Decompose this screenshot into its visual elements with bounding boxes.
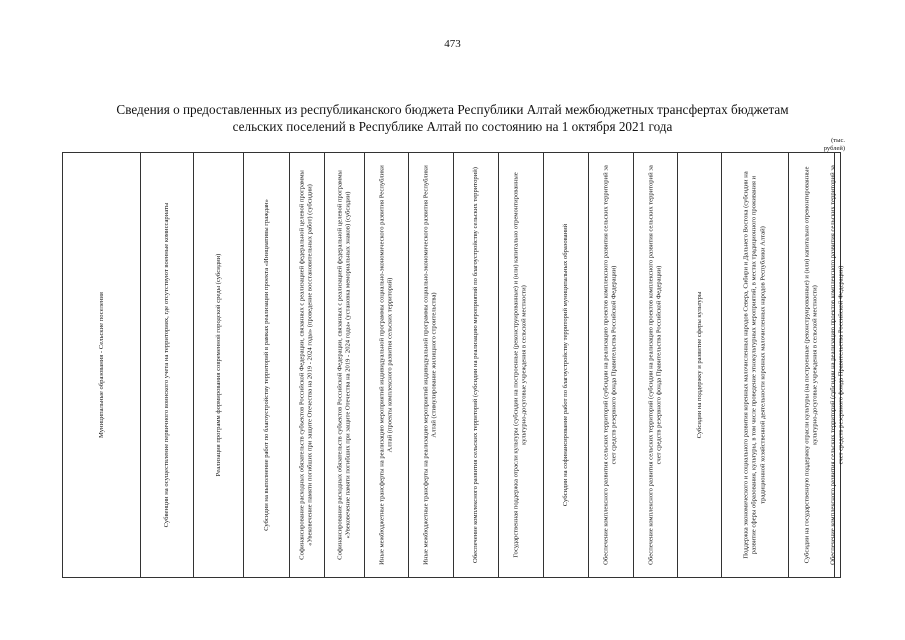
table-column-header	[829, 153, 845, 577]
table-column-header	[244, 153, 290, 577]
column-header-text: Государственная поддержка отрасли культуры (субсидии на построенные (реконструированные) и (или) капитально отремонтированные культурно-досуговые учреждения в сельской местности)	[512, 172, 528, 558]
table-column-header	[722, 153, 789, 577]
table-column-header	[325, 153, 365, 577]
transfers-table	[62, 152, 845, 578]
column-header-text: Субсидии на выполнение работ по благоустройству территорий в рамках реализации проекта «Инициативы граждан»	[262, 199, 270, 531]
column-header-text: Субвенции на осуществление первичного воинского учета на территориях, где отсутствуют военные комиссариаты	[162, 202, 170, 528]
table-column-header	[63, 153, 141, 577]
table-column-header	[678, 153, 722, 577]
page-number: 473	[444, 38, 461, 50]
table-column-header	[194, 153, 244, 577]
document-title-line-1: Сведения о предоставленных из республиканского бюджета Республики Алтай межбюджетных трансфертах бюджетам	[116, 102, 789, 117]
table-column-header	[141, 153, 194, 577]
document-title-line-2: сельских поселений в Республике Алтай по состоянию на 1 октября 2021 года	[232, 119, 673, 134]
table-column-header	[589, 153, 634, 577]
column-header-text: Софинансирование расходных обязательств субъектов Российской Федерации, связанных с реализацией федеральной целевой программы «Увековечение памяти погибших при защите Отечества на 2019 - 2024 годы» (установка мемориальных знаков) (субсидии)	[336, 170, 352, 560]
column-header-text: Обеспечение комплексного развития сельских территорий (субсидии на реализацию проектов комплексного развития сельских территорий за счет средств резервного фонда Правительства Российской Федерации)	[829, 165, 845, 565]
table-column-header	[290, 153, 325, 577]
column-header-text: Обеспечение комплексного развития сельских территорий (субсидии на реализацию проектов комплексного развития сельских территорий за счет средств резервного фонда Правительства Российской Федерации)	[602, 165, 618, 565]
column-header-text: Муниципальные образования - Сельские поселения	[97, 292, 105, 438]
document-title	[40, 101, 865, 135]
column-header-text: Иные межбюджетные трансферты на реализацию мероприятий индивидуальной программы социально-экономического развития Республики Алтай (проекты комплексного развития сельских территорий)	[378, 165, 394, 565]
column-header-text: Обеспечение комплексного развития сельских территорий (субсидии на реализацию проектов комплексного развития сельских территорий за счет средств резервного фонда Правительства Российской Федерации)	[647, 165, 663, 565]
units-note	[795, 137, 845, 153]
table-column-header	[454, 153, 499, 577]
column-header-text: Субсидии на поддержку и развитие сферы культуры	[695, 291, 703, 439]
table-column-header	[544, 153, 589, 577]
column-header-text: Софинансирование расходных обязательств субъектов Российской Федерации, связанных с реализацией федеральной целевой программы «Увековечение памяти погибших при защите Отечества на 2019 - 2024 годы» (проведение восстановительных работ) (субсидии)	[298, 170, 314, 560]
table-column-header	[634, 153, 678, 577]
units-note-line-1: (тыс.	[831, 137, 845, 144]
table-column-header	[499, 153, 544, 577]
table-column-header	[365, 153, 409, 577]
column-header-text: Субсидии на софинансирование работ по благоустройству территорий муниципальных образований	[561, 223, 569, 507]
table-column-header	[409, 153, 454, 577]
column-header-text: Иные межбюджетные трансферты на реализацию мероприятий индивидуальной программы социально-экономического развития Республики Алтай (стимулирование жилищного строительства)	[422, 165, 438, 565]
units-note-line-2: рублей)	[823, 145, 845, 152]
column-header-text: Поддержка экономического и социального развития коренных малочисленных народов Севера, Сибири и Дальнего Востока (субсидии на развитие сферы образования, культуры, в том числе проведение этнокультурных мероприятий, в местах традиционного проживания и традиционной хозяйственной деятельности коренных малочисленных народов Республики Алтай)	[742, 171, 767, 559]
column-header-text: Субсидии на государственную поддержку отрасли культуры (на построенные (реконструированные) и (или) капитально отремонтированные культурно-досуговые учреждения в сельской местности)	[803, 166, 819, 564]
table-column-header	[789, 153, 835, 577]
column-header-text: Реализация программ формирования современной городской среды (субсидии)	[214, 253, 222, 477]
column-header-text: Обеспечение комплексного развития сельских территорий (субсидии на реализацию мероприятий по благоустройству сельских территорий)	[471, 167, 479, 563]
